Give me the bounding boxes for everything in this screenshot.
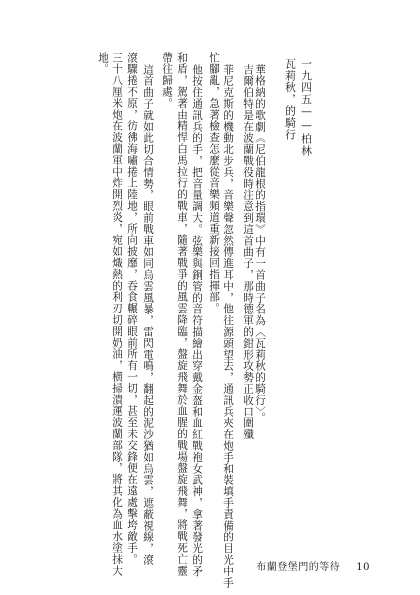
text-column: 忙腳亂，急著檢查怎麼從音樂頻道重新接回指揮部。: [208, 52, 220, 315]
text-column: 三十八厘米炮在波蘭軍中炸開烈炎，宛如熾熱的利刃切開奶油，横掃潰運波蘭部隊，將其化為血水塗抹大: [111, 52, 123, 577]
text-column: 菲尼克斯的機動北步兵，音樂聲忽然傳進耳中，他往源頭望去，通訊兵夾在炮手和裝填手責備的目光中手: [222, 64, 234, 589]
text-column: 和盾，駕著由精悍白馬拉行的戰車，隨著戰爭的風雲降臨，盤旋飛舞於血腥的戰場盤旋飛舞，將戰死亡靈: [176, 52, 188, 577]
chapter-heading-title: 瓦莉秋，的騎行: [284, 58, 297, 141]
running-title: 布蘭登堡門的等待: [256, 562, 341, 573]
page-footer: [256, 558, 370, 573]
text-column: 華格納的歌劇《尼伯龍根的指環》中有一首曲子名為〈瓦莉秋的騎行〉。: [254, 64, 266, 424]
text-column: 他按住通訊兵的手，把音量調大。弦樂與銅管的音符描繪出穿戴金盔和血紅戰袍女武神，拿著發光的矛: [191, 64, 203, 577]
text-column: 吉爾伯特是在波蘭戰役時注意到這首曲子，那時德軍的鉗形攻勢正收口圍殲: [242, 64, 254, 441]
text-column: 這首曲子就如此切合情勢，眼前戰車如同烏雲風暴，雷閃電鳴，翻起的泥沙猶如烏雲，遮蔽視線，滾: [142, 64, 154, 566]
chapter-heading-date-author: 一九四五——柏林: [300, 58, 313, 157]
text-column: 地。: [97, 52, 109, 75]
text-column: 滾驟捲不原，彷彿海嘯捲上陸地，所向披靡，吞食輾碎眼前所有一切，甚至未交鋒便在遠處擊垮敵手。: [126, 52, 138, 565]
page-number: 10: [356, 562, 370, 573]
text-column: 帶往歸處。: [161, 52, 173, 109]
